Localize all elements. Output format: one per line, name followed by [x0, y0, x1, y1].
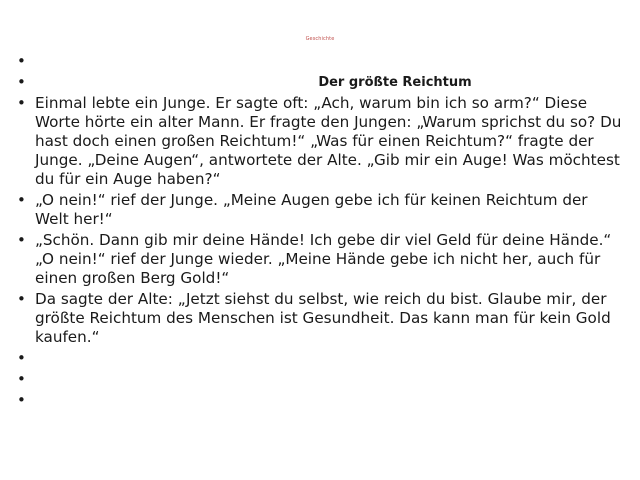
story-paragraph: • Da sagte der Alte: „Jetzt siehst du selbst, wie reich du bist. Glaube mir, der größte Reichtum des Menschen ist Gesundheit. Das kann man für kein Gold kaufen.“ [14, 290, 624, 347]
heading-bullet [14, 73, 624, 92]
empty-bullet [14, 391, 624, 410]
empty-bullet [14, 52, 624, 71]
story-paragraph: • Einmal lebte ein Junge. Er sagte oft: „Ach, warum bin ich so arm?“ Diese Worte hörte ein alter Mann. Er fragte den Jungen: „Warum sprichst du so? Du hast doch einen großen Reichtum!“ „Was für einen Reichtum?“ fragte der Junge. „Deine Augen“, antwortete der Alte. „Gib mir ein Auge! Was möchtest du für ein Auge haben?“ [14, 94, 624, 189]
empty-bullet [14, 370, 624, 389]
story-bullet-list [14, 52, 624, 412]
empty-bullet [14, 349, 624, 368]
story-paragraph: • „O nein!“ rief der Junge. „Meine Augen gebe ich für keinen Reichtum der Welt her!“ [14, 191, 624, 229]
story-paragraph: • „Schön. Dann gib mir deine Hände! Ich gebe dir viel Geld für deine Hände.“ „O nein!“ rief der Junge wieder. „Meine Hände gebe ich nicht her, auch für einen großen Berg Gold!“ [14, 231, 624, 288]
slide-title: Geschichte [305, 36, 335, 42]
story-heading: • Der größte Reichtum [318, 75, 472, 90]
